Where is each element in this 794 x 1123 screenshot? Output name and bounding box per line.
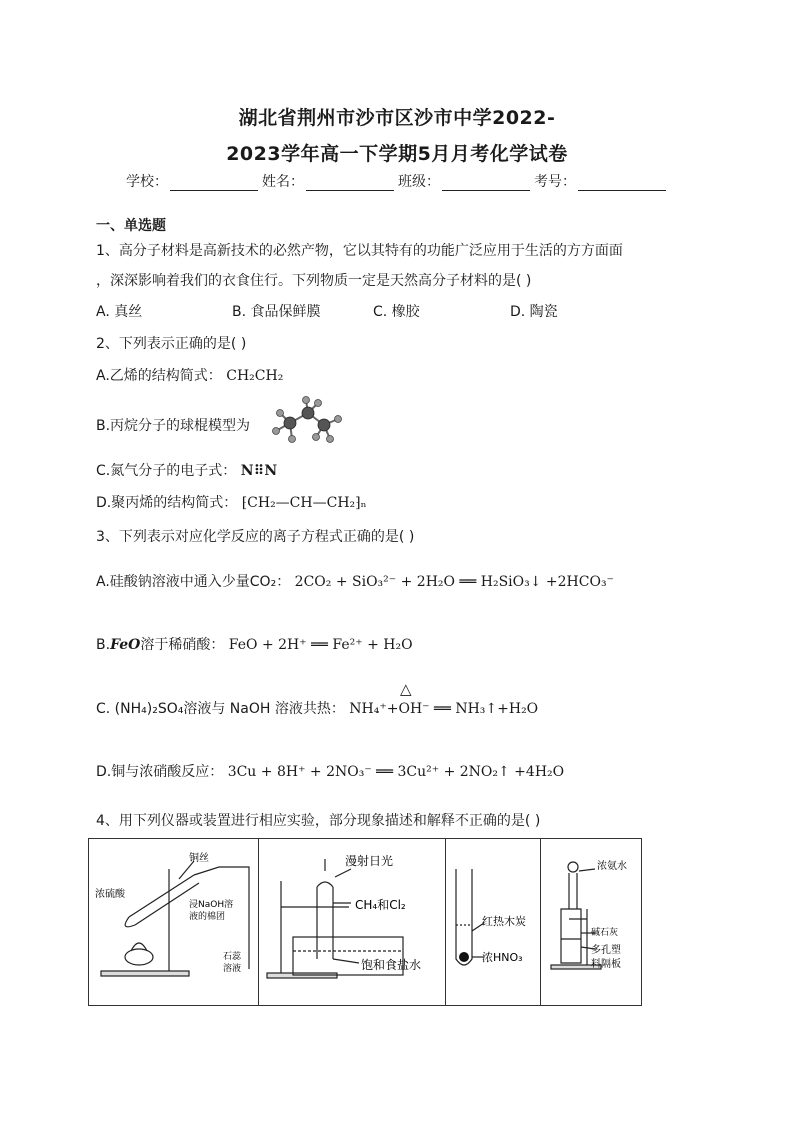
q1-option-d: D. 陶瓷	[510, 304, 558, 320]
q3-option-d	[96, 761, 564, 781]
q3-option-b-formula: FeO + 2H⁺ ══ Fe²⁺ + H₂O	[228, 637, 413, 653]
exam-title-line1: 湖北省荆州市沙市区沙市中学2022-	[238, 107, 556, 129]
q2-option-d-formula: ⁅CH₂—CH—CH₂⁆ₙ	[241, 495, 367, 511]
q3-option-b	[96, 634, 413, 654]
label-porous-plate-1: 多孔塑	[591, 945, 621, 956]
q2-option-c-formula: N⠿N	[240, 463, 278, 479]
q3-option-b-prefix: B.	[96, 637, 111, 653]
label-copper-wire: 铜丝	[189, 853, 209, 864]
q2-option-a-formula: CH₂CH₂	[226, 368, 284, 384]
q2-stem: 2、下列表示正确的是( )	[96, 336, 247, 352]
q3-option-b-label: 溶于稀硝酸：	[140, 637, 225, 653]
label-red-hot-charcoal: 红热木炭	[482, 915, 526, 928]
name-field	[262, 171, 394, 191]
label-litmus-2: 溶液	[223, 964, 242, 974]
q2-option-d	[96, 492, 367, 512]
apparatus-methane-chlorination	[259, 839, 445, 1005]
section-heading: 一、单选题	[96, 218, 166, 234]
label-conc-ammonia: 浓氨水	[597, 861, 627, 872]
q3-option-d-formula: 3Cu + 8H⁺ + 2NO₃⁻ ══ 3Cu²⁺ + 2NO₂↑ +4H₂O	[227, 764, 565, 780]
school-blank[interactable]	[170, 176, 258, 191]
label-porous-plate-2: 料隔板	[591, 959, 621, 970]
q2-option-d-label: D.聚丙烯的结构简式：	[96, 495, 238, 511]
student-info-row	[126, 171, 670, 191]
label-conc-sulfuric: 浓硫酸	[95, 889, 125, 900]
q1-stem-line1: 1、高分子材料是高新技术的必然产物，它以其特有的功能广泛应用于生活的方方面面	[96, 243, 623, 259]
class-blank[interactable]	[442, 176, 530, 191]
q2-option-a-label: A.乙烯的结构简式：	[96, 368, 222, 384]
school-label: 学校：	[126, 174, 168, 190]
q3-option-a	[96, 571, 614, 591]
q3-option-c-formula: NH₄⁺+OH⁻ ══ NH₃↑+H₂O	[349, 701, 539, 717]
q4-apparatus-figure	[88, 838, 642, 1006]
q1-option-a: A. 真丝	[96, 304, 143, 320]
label-ch4-cl2: CH₄和Cl₂	[355, 898, 406, 912]
exam-title-line2: 2023学年高一下学期5月月考化学试卷	[226, 143, 568, 165]
q2-option-a	[96, 365, 283, 385]
name-label: 姓名：	[262, 174, 304, 190]
q2-option-c	[96, 460, 277, 480]
q3-option-a-label: A.硅酸钠溶液中通入少量CO₂：	[96, 574, 291, 590]
apparatus-copper-sulfuric-acid	[89, 839, 258, 1005]
label-naoh-cotton-2: 液的棉团	[189, 912, 226, 922]
q1-option-c: C. 橡胶	[373, 304, 420, 320]
q3-option-d-label: D.铜与浓硝酸反应：	[96, 764, 224, 780]
label-conc-hno3: 浓HNO₃	[482, 951, 523, 964]
q3-option-b-italic: FeO	[110, 637, 141, 653]
name-blank[interactable]	[306, 176, 394, 191]
q3-heat-condition: △	[400, 680, 412, 698]
label-litmus-1: 石蕊	[223, 952, 242, 962]
exam-number-blank[interactable]	[578, 176, 666, 191]
propane-ball-stick-model	[266, 395, 346, 447]
class-label: 班级：	[398, 174, 440, 190]
label-diffuse-sunlight: 漫射日光	[345, 854, 394, 868]
exam-number-field	[534, 171, 666, 191]
q4-stem: 4、用下列仪器或装置进行相应实验，部分现象描述和解释不正确的是( )	[96, 813, 541, 829]
q2-option-c-label: C.氮气分子的电子式：	[96, 463, 237, 479]
exam-number-label: 考号：	[534, 174, 576, 190]
label-naoh-cotton-1: 浸NaOH溶	[189, 900, 234, 910]
q2-option-b	[96, 415, 250, 435]
label-saturated-brine: 饱和食盐水	[361, 958, 422, 972]
q3-option-a-formula: 2CO₂ + SiO₃²⁻ + 2H₂O ══ H₂SiO₃↓ +2HCO₃⁻	[294, 574, 614, 590]
q3-option-c-label: C. (NH₄)₂SO₄溶液与 NaOH 溶液共热：	[96, 701, 345, 717]
q3-option-c	[96, 698, 538, 718]
apparatus-hot-carbon-nitric	[446, 839, 540, 1005]
q1-stem-line2: ，深深影响着我们的衣食住行。下列物质一定是天然高分子材料的是( )	[96, 273, 532, 289]
q2-option-b-label: B.丙烷分子的球棍模型为	[96, 418, 251, 434]
class-field	[398, 171, 530, 191]
q3-stem: 3、下列表示对应化学反应的离子方程式正确的是( )	[96, 529, 415, 545]
apparatus-ammonia-generator	[541, 839, 641, 1005]
red-hot-charcoal	[459, 952, 469, 962]
label-soda-lime: 碱石灰	[591, 928, 619, 938]
school-field	[126, 171, 258, 191]
q1-option-b: B. 食品保鲜膜	[232, 304, 321, 320]
